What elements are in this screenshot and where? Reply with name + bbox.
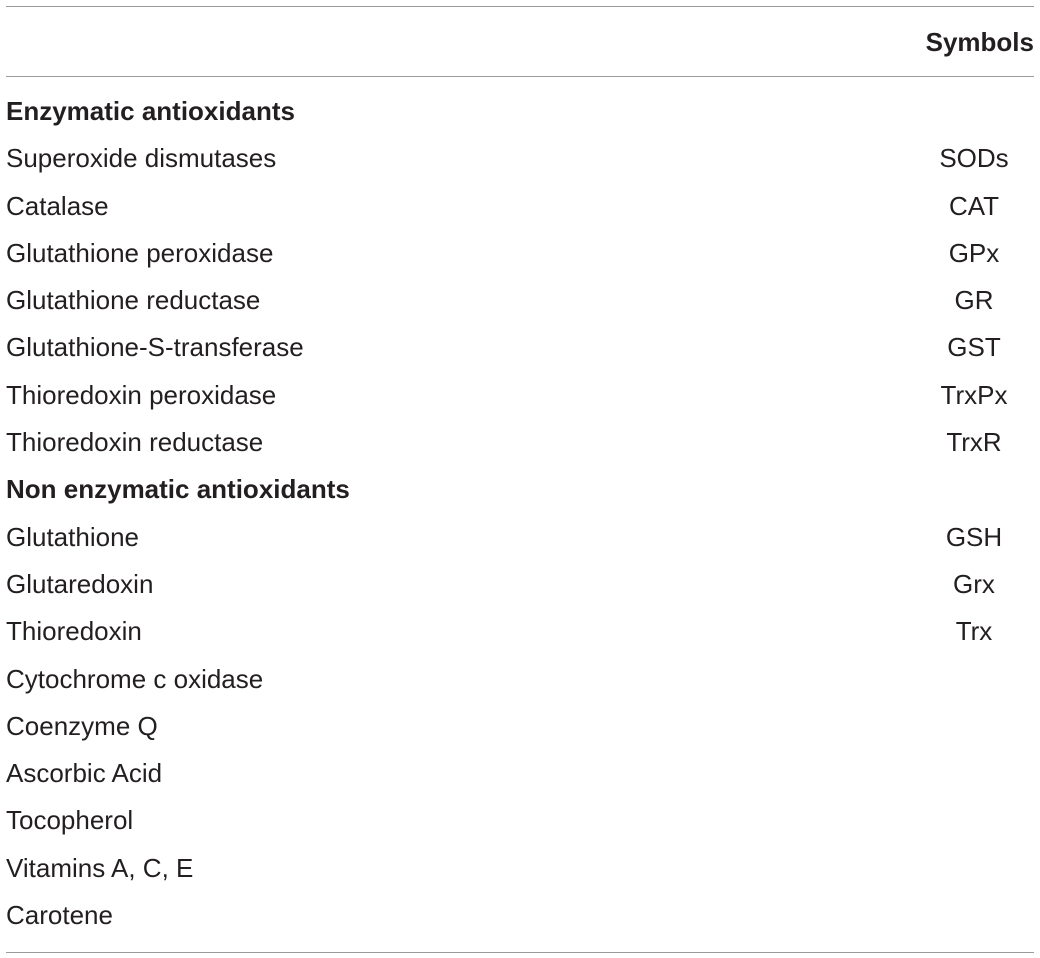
table-row xyxy=(6,419,1034,466)
antioxidant-symbol: CAT xyxy=(948,190,1000,221)
antioxidant-name: Catalase xyxy=(6,190,109,221)
table-body xyxy=(6,88,1034,939)
antioxidant-symbol: GSH xyxy=(945,521,1003,552)
table-row xyxy=(6,703,1034,750)
antioxidant-name: Vitamins A, C, E xyxy=(6,852,194,883)
antioxidant-symbol: Trx xyxy=(955,616,993,647)
table-row xyxy=(6,277,1034,324)
antioxidant-symbol: TrxR xyxy=(946,427,1002,458)
antioxidant-name: Thioredoxin xyxy=(6,616,142,647)
section-header-non-enzymatic xyxy=(6,466,1034,513)
table-row xyxy=(6,656,1034,703)
antioxidant-name: Tocopherol xyxy=(6,805,134,836)
antioxidant-symbol: SODs xyxy=(939,143,1009,174)
table-row xyxy=(6,372,1034,419)
table-header-rule xyxy=(6,76,1034,77)
antioxidant-name: Glutathione reductase xyxy=(6,285,261,316)
table-row xyxy=(6,797,1034,844)
table-row xyxy=(6,561,1034,608)
antioxidant-name: Ascorbic Acid xyxy=(6,758,163,789)
antioxidant-symbol: GST xyxy=(947,332,1001,363)
antioxidant-name: Glutaredoxin xyxy=(6,568,154,599)
antioxidant-symbol: GPx xyxy=(948,237,1000,268)
table-row xyxy=(6,230,1034,277)
antioxidant-name: Superoxide dismutases xyxy=(6,143,277,174)
antioxidant-name: Thioredoxin reductase xyxy=(6,427,264,458)
antioxidant-name: Carotene xyxy=(6,900,113,931)
table-bottom-rule xyxy=(6,952,1034,953)
section-title: Enzymatic antioxidants xyxy=(6,96,295,126)
antioxidant-name: Glutathione-S-transferase xyxy=(6,332,304,363)
table-row xyxy=(6,135,1034,182)
section-title: Non enzymatic antioxidants xyxy=(6,474,350,505)
table-top-rule xyxy=(6,6,1034,7)
antioxidant-name: Glutathione xyxy=(6,521,139,552)
antioxidant-symbol: TrxPx xyxy=(940,379,1008,410)
table-row xyxy=(6,183,1034,230)
antioxidant-name: Glutathione peroxidase xyxy=(6,237,274,268)
table-row xyxy=(6,892,1034,939)
table-row xyxy=(6,845,1034,892)
table-row xyxy=(6,750,1034,797)
table-header xyxy=(6,20,1034,64)
antioxidant-symbol: Grx xyxy=(953,568,995,599)
table-row xyxy=(6,608,1034,655)
antioxidant-name: Thioredoxin peroxidase xyxy=(6,379,277,410)
table-row xyxy=(6,514,1034,561)
table-row xyxy=(6,324,1034,371)
symbols-column-header: Symbols xyxy=(925,27,1034,57)
antioxidant-symbol: GR xyxy=(954,285,994,316)
antioxidant-name: Cytochrome c oxidase xyxy=(6,663,264,694)
section-header-enzymatic xyxy=(6,88,1034,135)
antioxidant-name: Coenzyme Q xyxy=(6,710,158,741)
